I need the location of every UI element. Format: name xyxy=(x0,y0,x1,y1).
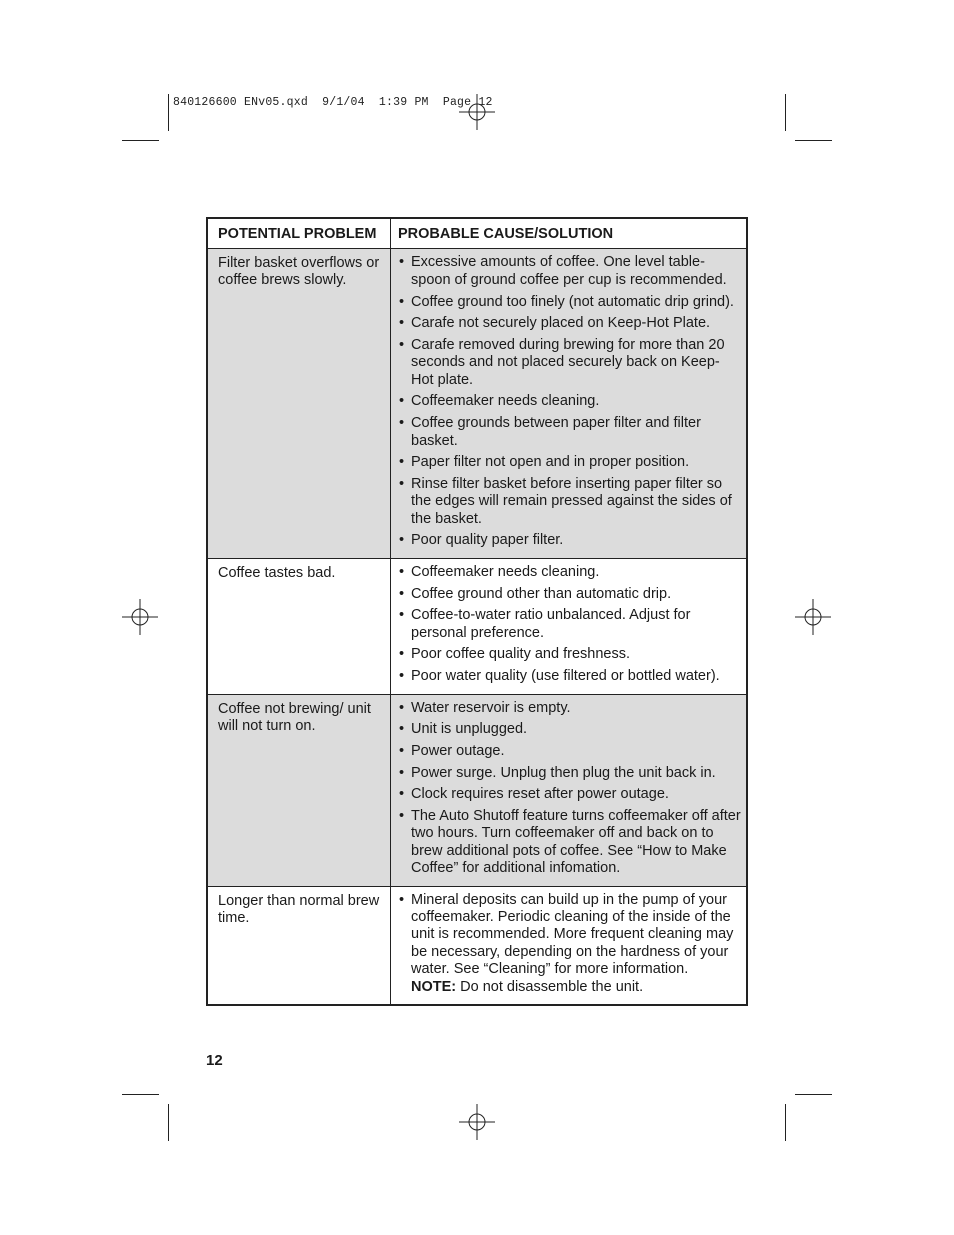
registration-mark-bottom xyxy=(459,1104,495,1140)
table-row xyxy=(208,886,746,1004)
crop-mark xyxy=(122,140,159,141)
problem-cell: Filter basket overflows or coffee brews slowly. xyxy=(208,249,391,557)
list-item: • Paper filter not open and in proper position. xyxy=(398,454,742,471)
cause-cell xyxy=(391,887,746,1004)
list-item: • Carafe removed during brewing for more than 20 seconds and not placed securely back on Keep-Hot plate. xyxy=(398,337,742,389)
crop-mark xyxy=(168,1104,169,1141)
list-item: • Poor water quality (use filtered or bottled water). xyxy=(398,668,742,685)
list-item: • Water reservoir is empty. xyxy=(398,700,742,717)
list-item: • Coffee ground other than automatic drip. xyxy=(398,586,742,603)
list-item: • The Auto Shutoff feature turns coffeemaker off after two hours. Turn coffeemaker off and back on to brew additional pots of coffee. See “How to Make Coffee” for additional infomation. xyxy=(398,808,742,878)
header-potential-problem: POTENTIAL PROBLEM xyxy=(208,219,391,248)
list-item: • Coffee-to-water ratio unbalanced. Adjust for personal preference. xyxy=(398,607,742,642)
note-label: NOTE: xyxy=(411,978,457,995)
list-item: • Power surge. Unplug then plug the unit back in. xyxy=(398,765,742,782)
table-row xyxy=(208,558,746,694)
list-item: • Coffeemaker needs cleaning. xyxy=(398,393,742,410)
page-number: 12 xyxy=(206,1052,223,1069)
problem-cell: Coffee tastes bad. xyxy=(208,559,391,694)
note-text: Do not disassemble the unit. xyxy=(456,978,644,995)
list-item xyxy=(398,892,742,996)
list-item: • Coffee grounds between paper filter and filter basket. xyxy=(398,415,742,450)
table-row xyxy=(208,248,746,557)
problem-cell: Longer than normal brew time. xyxy=(208,887,391,1004)
note-line xyxy=(411,979,643,995)
table-row xyxy=(208,694,746,886)
crop-mark xyxy=(168,94,169,131)
registration-mark-right xyxy=(795,599,831,635)
crop-mark xyxy=(785,94,786,131)
list-item: • Clock requires reset after power outage. xyxy=(398,786,742,803)
crop-mark xyxy=(785,1104,786,1141)
crop-mark xyxy=(795,140,832,141)
troubleshooting-table xyxy=(206,217,748,1006)
cause-cell xyxy=(391,559,746,694)
header-probable-cause: PROBABLE CAUSE/SOLUTION xyxy=(398,226,614,242)
list-item: • Rinse filter basket before inserting paper filter so the edges will remain pressed against the sides of the basket. xyxy=(398,476,742,528)
list-item: • Coffee ground too finely (not automatic drip grind). xyxy=(398,294,742,311)
registration-mark-left xyxy=(122,599,158,635)
registration-mark-top xyxy=(459,94,495,130)
cause-cell xyxy=(391,695,746,886)
table-header-row xyxy=(208,219,746,248)
crop-mark xyxy=(122,1094,159,1095)
list-item: • Unit is unplugged. xyxy=(398,721,742,738)
list-item: • Excessive amounts of coffee. One level table-spoon of ground coffee per cup is recommended. xyxy=(398,254,742,289)
list-item: • Poor quality paper filter. xyxy=(398,532,742,549)
crop-mark xyxy=(795,1094,832,1095)
list-item: • Carafe not securely placed on Keep-Hot Plate. xyxy=(398,315,742,332)
cause-cell xyxy=(391,249,746,557)
list-item: • Power outage. xyxy=(398,743,742,760)
cause-text: Mineral deposits can build up in the pump of your coffeemaker. Periodic cleaning of the inside of the unit is recommended. More frequent cleaning may be necessary, depending on the hardness of your water. See “Cleaning” for more information. xyxy=(411,891,734,978)
list-item: • Poor coffee quality and freshness. xyxy=(398,646,742,663)
list-item: • Coffeemaker needs cleaning. xyxy=(398,564,742,581)
printer-slug-line: 840126600 ENv05.qxd 9/1/04 1:39 PM Page 12 xyxy=(173,96,493,109)
problem-cell: Coffee not brewing/ unit will not turn on. xyxy=(208,695,391,886)
